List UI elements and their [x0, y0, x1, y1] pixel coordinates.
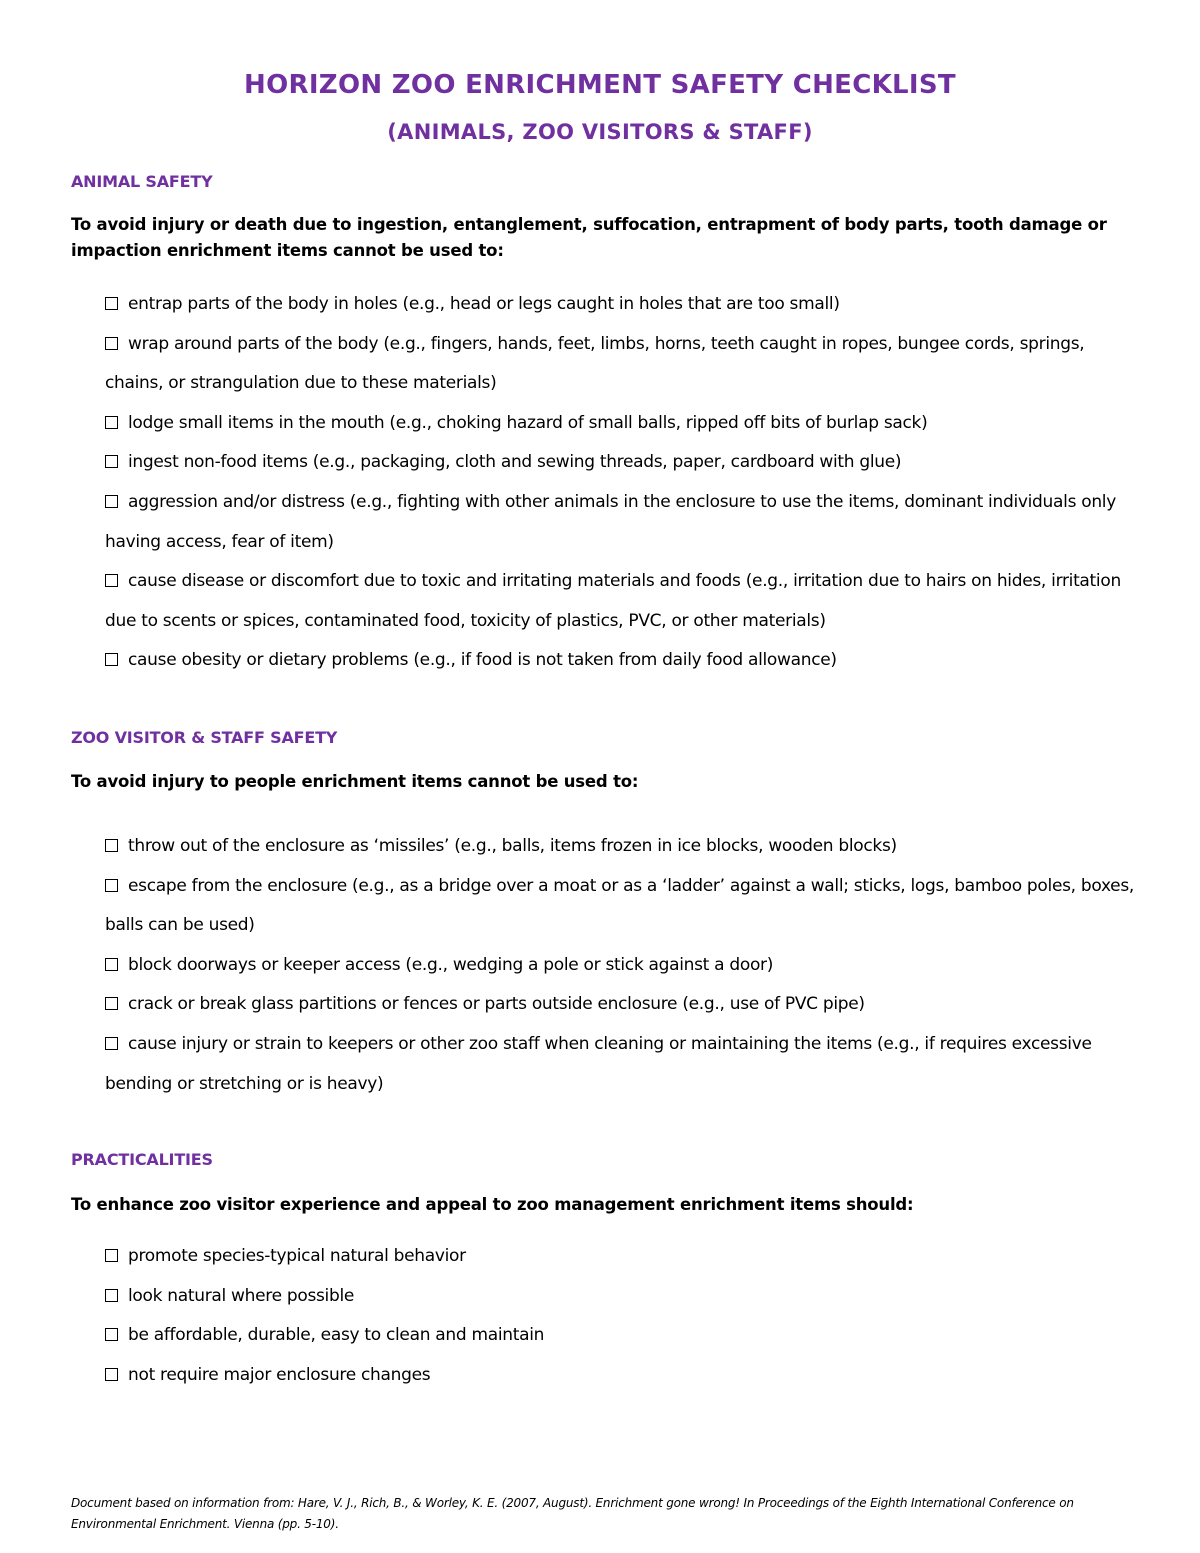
checklist-item: cause obesity or dietary problems (e.g., if food is not taken from daily food allowance)	[105, 641, 1135, 681]
checklist-item: promote species-typical natural behavior	[105, 1237, 1135, 1277]
checkbox-icon[interactable]	[105, 495, 118, 508]
checkbox-icon[interactable]	[105, 839, 118, 852]
checklist-item: escape from the enclosure (e.g., as a bridge over a moat or as a ‘ladder’ against a wall; sticks, logs, bamboo poles, boxes, balls can be used)	[105, 875, 1135, 936]
checkbox-icon[interactable]	[105, 455, 118, 468]
source-citation: Document based on information from: Hare, V. J., Rich, B., & Worley, K. E. (2007, August). Enrichment gone wrong! In Proceedings of the Eighth International Conference on Environmental Enrichment. Vienna (pp. 5-10).	[71, 1496, 1074, 1531]
checklist-item: block doorways or keeper access (e.g., wedging a pole or stick against a door)	[105, 946, 1135, 986]
checklist-item: not require major enclosure changes	[105, 1356, 1135, 1396]
section-heading-visitor-staff-safety: ZOO VISITOR & STAFF SAFETY	[71, 728, 338, 747]
section-heading-animal-safety: ANIMAL SAFETY	[71, 172, 213, 191]
checkbox-icon[interactable]	[105, 297, 118, 310]
checklist-item: crack or break glass partitions or fences or parts outside enclosure (e.g., use of PVC pipe)	[105, 985, 1135, 1025]
checklist-item: aggression and/or distress (e.g., fighting with other animals in the enclosure to use the items, dominant individuals only having access, fear of item)	[105, 491, 1116, 552]
section-heading-practicalities: PRACTICALITIES	[71, 1150, 213, 1169]
checklist-item: throw out of the enclosure as ‘missiles’ (e.g., balls, items frozen in ice blocks, wooden blocks)	[105, 827, 1135, 867]
checkbox-icon[interactable]	[105, 653, 118, 666]
checkbox-icon[interactable]	[105, 416, 118, 429]
checklist-item: cause injury or strain to keepers or other zoo staff when cleaning or maintaining the items (e.g., if requires excessive bending or stretching or is heavy)	[105, 1033, 1092, 1094]
checklist-practicalities	[105, 1237, 1135, 1395]
checklist-item: ingest non-food items (e.g., packaging, cloth and sewing threads, paper, cardboard with glue)	[105, 443, 1135, 483]
checkbox-icon[interactable]	[105, 1289, 118, 1302]
checklist-animal-safety	[105, 285, 1135, 681]
checklist-visitor-staff-safety	[105, 827, 1135, 1104]
checklist-item: lodge small items in the mouth (e.g., choking hazard of small balls, ripped off bits of burlap sack)	[105, 404, 1135, 444]
checkbox-icon[interactable]	[105, 1368, 118, 1381]
checklist-item: wrap around parts of the body (e.g., fingers, hands, feet, limbs, horns, teeth caught in ropes, bungee cords, springs, chains, or strangulation due to these materials)	[105, 333, 1085, 394]
checklist-item: look natural where possible	[105, 1277, 1135, 1317]
section-intro-animal-safety: To avoid injury or death due to ingestion, entanglement, suffocation, entrapment of body parts, tooth damage or impaction enrichment items cannot be used to:	[71, 215, 1107, 260]
checkbox-icon[interactable]	[105, 879, 118, 892]
checklist-item: entrap parts of the body in holes (e.g., head or legs caught in holes that are too small)	[105, 285, 1135, 325]
checkbox-icon[interactable]	[105, 1249, 118, 1262]
checklist-item: be affordable, durable, easy to clean and maintain	[105, 1316, 1135, 1356]
checkbox-icon[interactable]	[105, 958, 118, 971]
checkbox-icon[interactable]	[105, 574, 118, 587]
section-intro-visitor-staff-safety: To avoid injury to people enrichment items cannot be used to:	[71, 772, 639, 791]
document-subtitle: (ANIMALS, ZOO VISITORS & STAFF)	[387, 120, 813, 144]
document-title: HORIZON ZOO ENRICHMENT SAFETY CHECKLIST	[244, 70, 956, 100]
checkbox-icon[interactable]	[105, 1037, 118, 1050]
checklist-item: cause disease or discomfort due to toxic and irritating materials and foods (e.g., irritation due to hairs on hides, irritation due to scents or spices, contaminated food, toxicity of plastics, PVC, or other materials)	[105, 571, 1121, 631]
checkbox-icon[interactable]	[105, 997, 118, 1010]
checkbox-icon[interactable]	[105, 1328, 118, 1341]
section-intro-practicalities: To enhance zoo visitor experience and appeal to zoo management enrichment items should:	[71, 1195, 914, 1214]
checkbox-icon[interactable]	[105, 337, 118, 350]
